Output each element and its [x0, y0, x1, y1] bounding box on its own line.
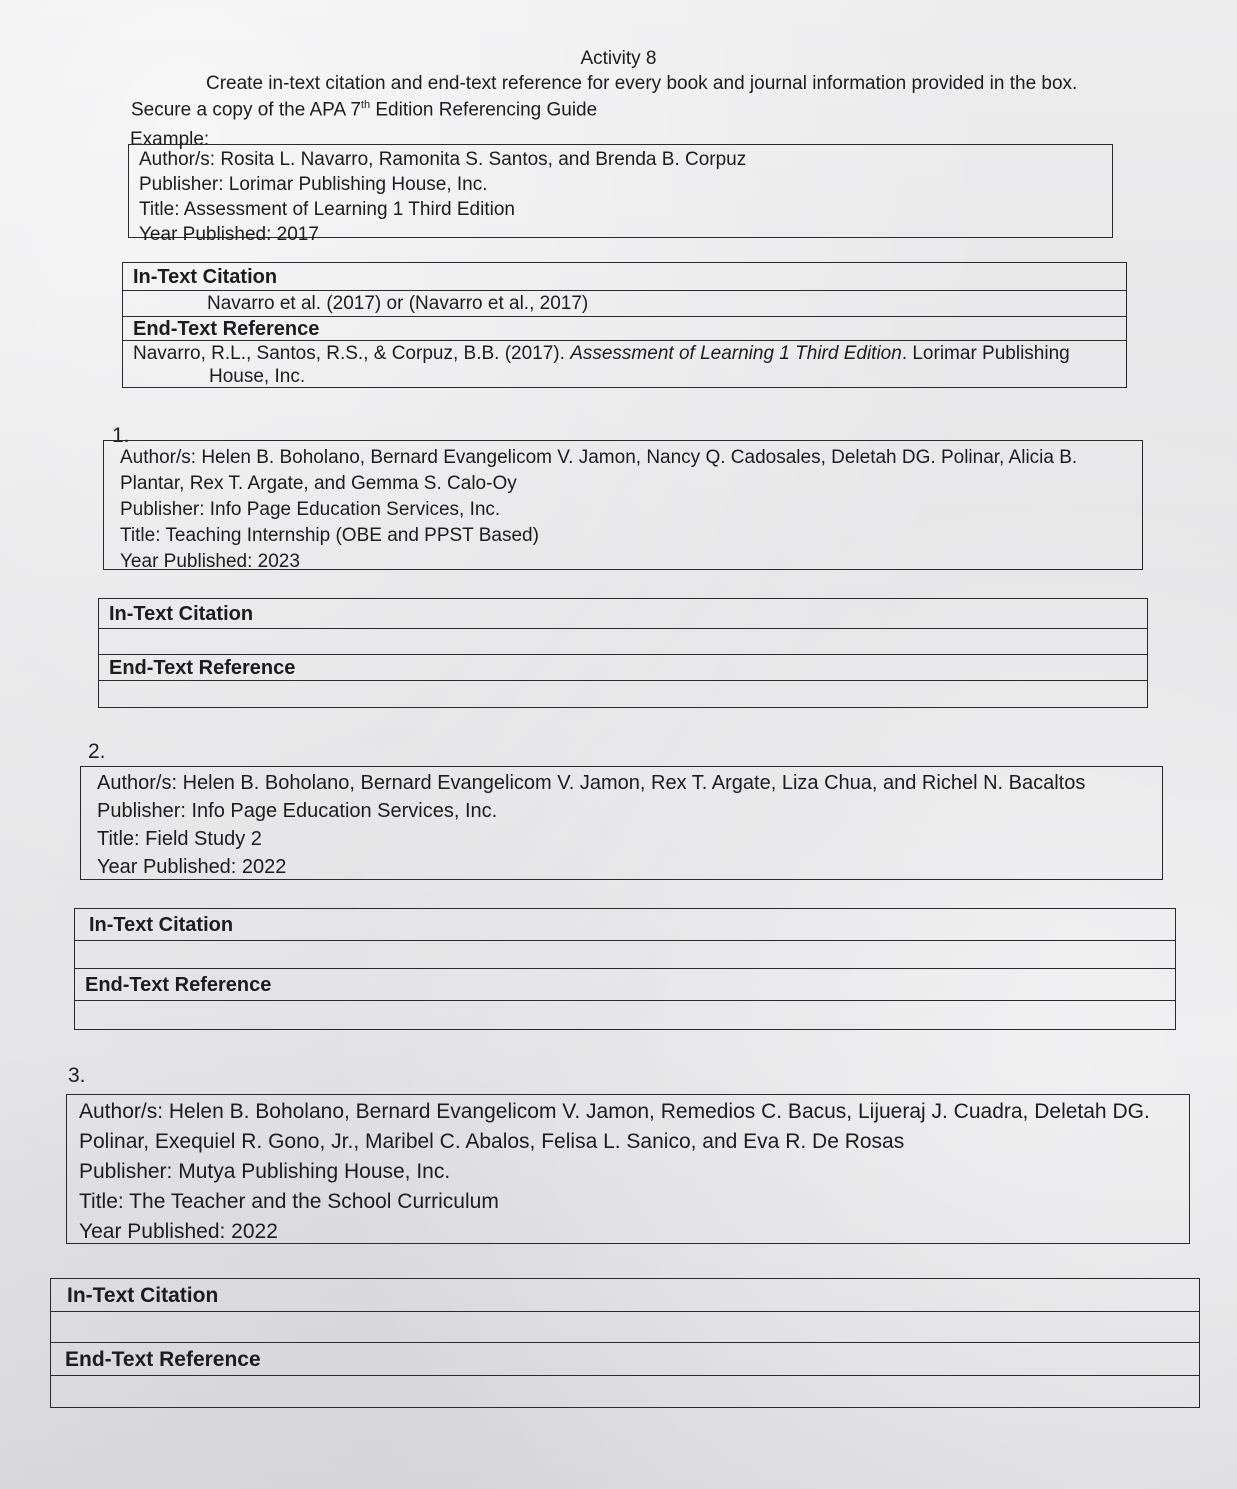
example-in-text-value: Navarro et al. (2017) or (Navarro et al., 2017) — [123, 291, 1126, 317]
item-2-authors-line1: Author/s: Helen B. Boholano, Bernard Evangelicom V. Jamon, Rex T. Argate, Liza Chua, and Richel N. Bacaltos — [97, 772, 1086, 794]
item-3-citation-box — [50, 1278, 1200, 1408]
in-text-citation-header: In-Text Citation — [75, 909, 1175, 941]
item-3-publisher: Publisher: Mutya Publishing House, Inc. — [79, 1160, 451, 1183]
end-text-reference-header: End-Text Reference — [99, 655, 1147, 681]
activity-title: Activity 8 — [580, 48, 657, 69]
in-text-citation-header: In-Text Citation — [51, 1279, 1199, 1312]
item-1-in-text-answer[interactable] — [99, 629, 1147, 655]
item-1-title: Title: Teaching Internship (OBE and PPST Based) — [120, 525, 539, 546]
end-text-part3: House, Inc. — [209, 366, 306, 387]
item-1-authors-line1: Author/s: Helen B. Boholano, Bernard Evangelicom V. Jamon, Nancy Q. Cadosales, Deletah DG. Polinar, Alicia B. — [120, 447, 1078, 468]
instruction-text: Create in-text citation and end-text reference for every book and journal information provided in the box. — [206, 73, 1078, 94]
guide-prefix: Secure a copy of the APA 7 — [131, 99, 361, 121]
item-3-year: Year Published: 2022 — [79, 1220, 278, 1243]
example-info-box — [128, 144, 1113, 245]
end-text-book-title: Assessment of Learning 1 Third Edition — [570, 343, 902, 364]
end-text-reference-header: End-Text Reference — [75, 969, 1175, 1001]
example-label: Example: — [130, 129, 210, 150]
item-3-authors-line2: Polinar, Exequiel R. Gono, Jr., Maribel C. Abalos, Felisa L. Sanico, and Eva R. De Rosas — [79, 1130, 905, 1153]
example-citation-box — [122, 262, 1127, 388]
item-3-end-text-answer[interactable] — [51, 1376, 1199, 1407]
item-3-in-text-answer[interactable] — [51, 1312, 1199, 1343]
item-1-authors-line2: Plantar, Rex T. Argate, and Gemma S. Calo-Oy — [120, 473, 517, 494]
end-text-part1: Navarro, R.L., Santos, R.S., & Corpuz, B.B. (2017). — [133, 343, 571, 364]
item-2-info-box — [80, 766, 1163, 880]
item-2-end-text-answer[interactable] — [75, 1001, 1175, 1029]
item-3-info-box — [66, 1094, 1190, 1244]
end-text-reference-header: End-Text Reference — [51, 1343, 1199, 1376]
item-3-title: Title: The Teacher and the School Curriculum — [79, 1190, 499, 1213]
item-1-year: Year Published: 2023 — [120, 551, 300, 572]
item-1-citation-box — [98, 598, 1148, 708]
end-text-reference-header: End-Text Reference — [123, 317, 1126, 341]
example-title: Title: Assessment of Learning 1 Third Edition — [139, 199, 515, 220]
example-publisher: Publisher: Lorimar Publishing House, Inc. — [139, 174, 488, 195]
guide-superscript: th — [360, 99, 371, 111]
end-text-part2: . Lorimar Publishing — [901, 343, 1070, 364]
guide-note — [131, 99, 597, 121]
item-number: 3. — [68, 1064, 86, 1087]
in-text-citation-header: In-Text Citation — [123, 263, 1126, 291]
guide-suffix: Edition Referencing Guide — [370, 99, 598, 121]
example-authors: Author/s: Rosita L. Navarro, Ramonita S. Santos, and Brenda B. Corpuz — [139, 149, 747, 170]
example-year: Year Published: 2017 — [139, 224, 319, 245]
in-text-citation-header: In-Text Citation — [99, 599, 1147, 629]
item-1-publisher: Publisher: Info Page Education Services, Inc. — [120, 499, 501, 520]
example-end-text-value — [123, 341, 1126, 387]
item-2-in-text-answer[interactable] — [75, 941, 1175, 969]
item-2-publisher: Publisher: Info Page Education Services, Inc. — [97, 800, 498, 822]
item-number: 1. — [112, 424, 130, 447]
item-2-citation-box — [74, 908, 1176, 1030]
item-2-year: Year Published: 2022 — [97, 856, 287, 878]
item-2-title: Title: Field Study 2 — [97, 828, 262, 850]
item-1-end-text-answer[interactable] — [99, 681, 1147, 707]
item-3-authors-line1: Author/s: Helen B. Boholano, Bernard Evangelicom V. Jamon, Remedios C. Bacus, Lijueraj J. Cuadra, Deletah DG. — [79, 1100, 1150, 1123]
item-1-info-box — [103, 440, 1143, 570]
item-number: 2. — [88, 740, 106, 763]
